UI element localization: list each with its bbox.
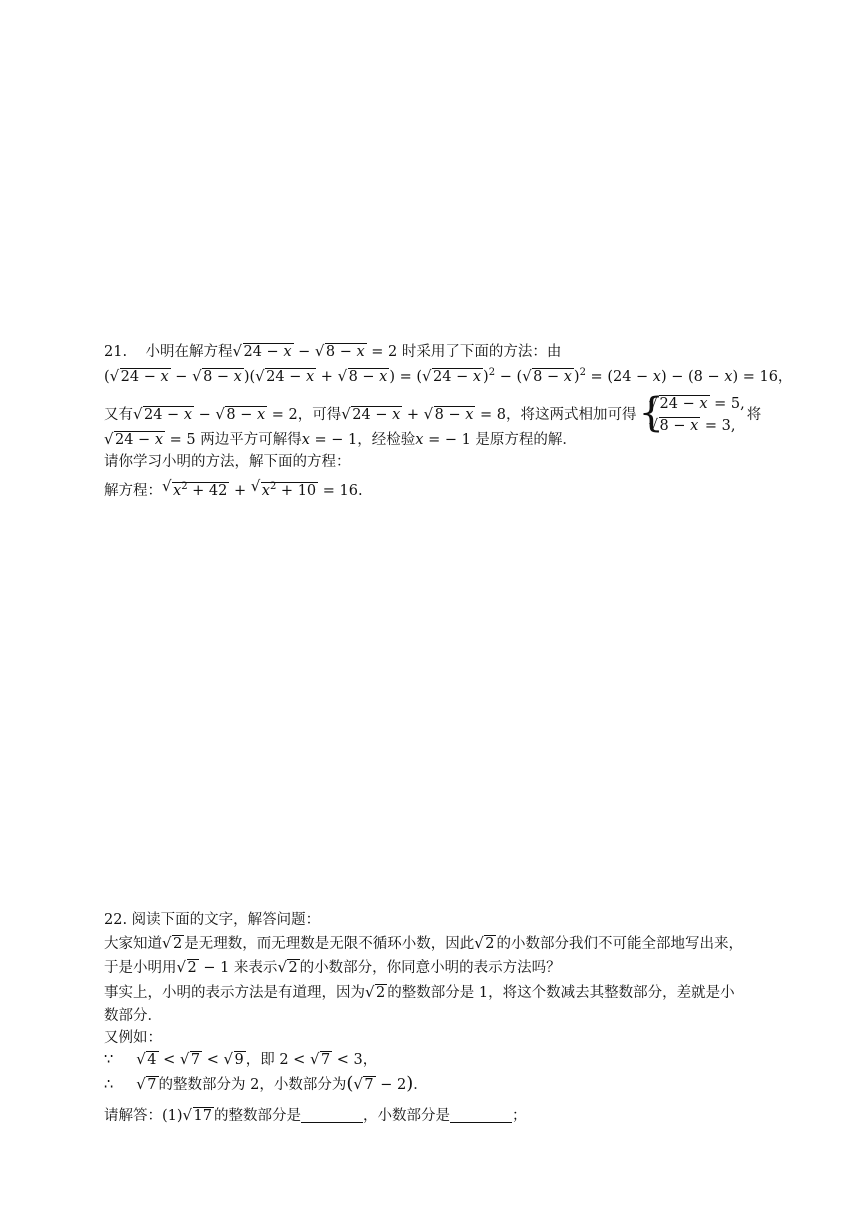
- q21-text: 小明在解方程: [145, 344, 233, 360]
- q22-line-1: 22. 阅读下面的文字，解答问题：: [104, 912, 321, 928]
- sqrt-expr: √ 2: [278, 955, 299, 981]
- equation-part: = 16.: [322, 483, 363, 499]
- therefore-symbol: ∴: [104, 1077, 114, 1093]
- q21-line-3: 又有√ 24 − x − √ 8 − x = 2，可得√ 24 − x + √ 8 − x = 8，将这两式相加可得 { √ 24 − x = 5, √ 8 − x = 3, 将: [104, 393, 761, 427]
- q22-line-9: [104, 1103, 527, 1129]
- q22-text: 的整数部分是: [214, 1108, 301, 1124]
- q22-text: 是无理数，而无理数是无限不循环小数，因此: [184, 936, 475, 952]
- q21-text: 将: [746, 407, 762, 423]
- sqrt-expr: √ 24 − x: [134, 398, 194, 432]
- q21-text: = − 1 是原方程的解．: [428, 432, 577, 448]
- q22-line-8: ∴ √ 7 的整数部分为 2，小数部分为(√ 7 − 2)．: [104, 1071, 428, 1097]
- q22-text: 的小数部分我们不可能全部地写出来，: [496, 936, 743, 952]
- q21-text: 又有: [104, 407, 133, 423]
- q21-text: 时采用了下面的方法：由: [401, 344, 562, 360]
- sqrt-expr: √ 8 − x: [316, 339, 367, 365]
- q22-line-7: ∵ √ 4 < √ 7 < √ 9 ，即 2 < √ 7 < 3，: [104, 1047, 377, 1073]
- sqrt-expr: √ $x^2 + 10$: [252, 474, 318, 504]
- sqrt-expr: √ 24 − x: [234, 339, 294, 365]
- sqrt-expr: √ 2: [163, 931, 184, 957]
- q21-text: 解方程：: [104, 483, 162, 499]
- q21-text: = 8，将这两式相加可得: [480, 407, 637, 423]
- q22-line-4: [104, 980, 735, 1006]
- equation-system: { √ 24 − x = 5, √ 8 − x = 3,: [639, 393, 745, 437]
- sqrt-expr: √ 8 − x: [216, 398, 267, 432]
- q22-text: 请解答：(1): [104, 1108, 183, 1124]
- sqrt-expr: √ 2: [366, 980, 387, 1006]
- equation-part: = 2，可得: [271, 407, 342, 423]
- q22-line-3: [104, 955, 561, 981]
- system-eq-2: = 3,: [704, 418, 736, 434]
- q22-text: ，小数部分是: [363, 1108, 450, 1124]
- q21-line-6: 解方程：√ $x^2 + 42$ + √ $x^2 + 10 = 16$.: [104, 474, 363, 500]
- answer-blank-decimal[interactable]: [450, 1106, 512, 1123]
- q22-text: 事实上，小明的表示方法是有道理，因为: [104, 985, 365, 1001]
- q21-text: = − 1，经检验: [314, 432, 416, 448]
- system-eq-1: = 5,: [714, 396, 745, 412]
- sqrt-expr: √ 17: [184, 1103, 214, 1129]
- q21-line-1: 21. 小明在解方程√ 24 − x − √ 8 − x = 2 时采用了下面的方法：由: [104, 339, 561, 365]
- q22-text: ；: [512, 1108, 527, 1124]
- q22-text: ．: [413, 1077, 428, 1093]
- sqrt-expr: √ 24 − x: [105, 427, 165, 453]
- sqrt-expr: √ 2: [475, 931, 496, 957]
- q22-text: − 2: [380, 1077, 407, 1093]
- q22-text: < 3，: [336, 1052, 378, 1068]
- q22-text: 的整数部分是 1，将这个数减去其整数部分，差就是小: [387, 985, 735, 1001]
- q22-text: − 1 来表示: [203, 960, 278, 976]
- q22-line-2: [104, 931, 743, 957]
- equation-part: = 2: [371, 344, 398, 360]
- because-symbol: ∵: [104, 1052, 114, 1068]
- q22-text: 的整数部分为 2，小数部分为: [158, 1077, 347, 1093]
- sqrt-expr: √ 8 − x: [425, 398, 476, 432]
- q21-line-4: √ 24 − x = 5 两边平方可解得x = − 1，经检验x = − 1 是原方程的解．: [104, 427, 577, 453]
- q22-text: 的小数部分，你同意小明的表示方法吗？: [299, 960, 561, 976]
- q22-line-6: 又例如：: [104, 1030, 162, 1046]
- q21-text: = 5 两边平方可解得: [169, 432, 302, 448]
- q21-line-5: 请你学习小明的方法，解下面的方程：: [104, 454, 351, 470]
- q22-line-5: 数部分．: [104, 1008, 162, 1024]
- q21-number: 21.: [104, 344, 128, 360]
- q22-text: ，即 2 <: [245, 1052, 306, 1068]
- sqrt-expr: √ $x^2 + 42$: [163, 474, 229, 504]
- q22-text: 于是小明用: [104, 960, 177, 976]
- answer-blank-integer[interactable]: [301, 1106, 363, 1123]
- sqrt-expr: √ 24 − x: [342, 398, 402, 432]
- q22-text: <: [163, 1052, 176, 1068]
- q21-line-2: (√ 24 − x − √ 8 − x )(√ 24 − x + √ 8 − x ) = (√ 24 − x )$^2$ − (√ 8 − x )$^2$ = (24 − x) − (8 − x) = 16，: [104, 360, 792, 386]
- sqrt-expr: √ 2: [178, 955, 199, 981]
- q22-text: 大家知道: [104, 936, 162, 952]
